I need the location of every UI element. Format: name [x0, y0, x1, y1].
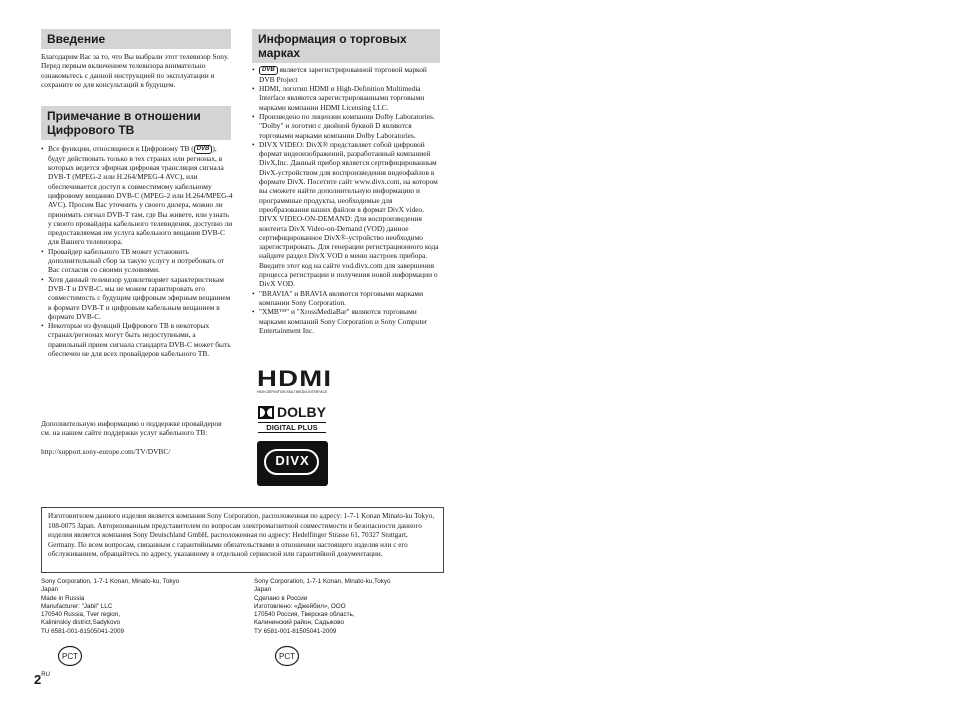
support-text: Дополнительную информацию о поддержке провайдеров см. на нашем сайте поддержки услуг кабельного ТВ:: [41, 419, 222, 438]
list-item: • Все функции, относящиеся к Цифровому ТВ ( DVB ), будут действовать только в тех странах или регионах, в которых ведется эфирная цифровая трансляция сигнала DVB-T (MPEG-2 или H.264/MPEG-4 AVC), или обеспечивается доступ к совместимому кабельному цифровому вещанию DVB-C (MPEG-2 или H.264/MPEG-4 AVC). Просим Вас уточнить у своего дилера, можно ли принимать сигнал DVB-T там, где Вы живете, или узнать у своего провайдера кабельного телевидения, доступно ли предоставляемая им услуга кабельного вещания DVB-C для Вашего телевизора.: [41, 144, 234, 247]
list-item: • "XMB™" и "XrossMediaBar" являются торговыми марками компаний Sony Corporation и Sony Computer Entertainment Inc.: [252, 307, 442, 335]
intro-text: Благодарим Вас за то, что Вы выбрали этот телевизор Sony. Перед первым включением телевизора внимательно ознакомьтесь с данной инструкцией по эксплуатации и сохраните ее для консультаций в будущем.: [41, 52, 230, 89]
pct-certification-icon: [57, 645, 83, 667]
address-ru: Sony Corporation, 1-7-1 Konan, Minato-ku,Tokyo Japan Сделано в России Изготовлено: «Джейбил», ООО 170540 Россия, Тверская область, Калининский район, Садыково ТУ 6581-001-81505041-2009: [254, 578, 391, 635]
page-number: $2^{RU}$: [34, 672, 50, 687]
intro-heading: Введение: [41, 29, 231, 49]
support-url[interactable]: http://support.sony-europe.com/TV/DVBC/: [41, 447, 171, 456]
list-item: • HDMI, логотип HDMI и High-Definition Multimedia Interface являются зарегистрированными торговыми марками компании HDMI Licensing LLC.: [252, 84, 442, 112]
trademark-bullets: [252, 65, 442, 335]
list-item: • Хотя данный телевизор удовлетворяет характеристикам DVB-T и DVB-C, мы не можем гарантировать его совместимость с будущим цифровым эфирным вещанием в формате DVB-T и цифровым кабельным вещанием в формате DVB-C.: [41, 275, 234, 321]
list-item: • DIVX VIDEO: DivX® представляет собой цифровой формат видеоизображений, разработанный компанией DivX,Inc. Данный прибор является сертифицированным DivX-устройством для воспроизведения видеофайлов в формате DivX. Посетите сайт www.divx.com, на котором вы сможете найти дополнительную информацию и программные продукты, необходимые для преобразования ваших файлов в формат DivX video. DIVX VIDEO-ON-DEMAND: Для воспроизведения контента DivX Video-on-Demand (VOD) данное сертифицированное DivX®-устройство необходимо зарегистрировать. Для генерации регистрационного кода найдите раздел DivX VOD в меню настроек прибора. Введите этот код на сайте vod.divx.com для завершения процесса регистрации и получения новой информации о DivX VOD.: [252, 140, 442, 289]
address-en: Sony Corporation, 1-7-1 Konan, Minato-ku, Tokyo Japan Made in Russia Manufacturer: "Jabil" LLC 170540 Russia, Tver region, Kalininskiy district,Sadykovo TU 6581-001-81505041-2009: [41, 578, 180, 635]
page-lang: RU: [41, 672, 50, 678]
dolby-logo: DOLBY DIGITAL PLUS: [258, 405, 328, 432]
divx-logo: DIVX: [257, 441, 328, 486]
svg-text:PCT: PCT: [62, 652, 78, 661]
list-item: • Провайдер кабельного ТВ может установить дополнительный сбор за такую услугу и потребовать от Вас согласия со своими условиями.: [41, 247, 234, 275]
dvb-logo: DVB: [194, 145, 213, 154]
manufacturer-notice: Изготовителем данного изделия является компания Sony Corporation, расположенная по адресу: 1-7-1 Konan Minato-ku Tokyo, 108-0075 Japan. Авторизованным представителем по вопросам электромагнитной совместимости и безопасности данного изделия является компания Sony Deutschland GmbH, расположенная по адресу: Hedelfinger Strasse 61, 70327 Stuttgart, Germany. По всем вопросам, связанным с гарантийными обязательствами в отношении настоящего изделия или с его обслуживанием, обращайтесь по адресу, указанному в отдельной сервисной или гарантийной документации.: [41, 507, 444, 573]
digital-tv-bullets: [41, 144, 234, 358]
list-item: • Некоторые из функций Цифрового ТВ в некоторых странах/регионах могут быть недоступными, а правильный прием сигнала стандарта DVB-C может быть обеспечен не для всех провайдеров кабельного ТВ.: [41, 321, 234, 358]
list-item: • DVB является зарегистрированной торговой маркой DVB Project: [252, 65, 442, 84]
list-item: • "BRAVIA" и BRAVIA являются торговыми марками компании Sony Corporation.: [252, 289, 442, 308]
digital-tv-heading: Примечание в отношении Цифрового ТВ: [41, 106, 231, 140]
svg-text:PCT: PCT: [279, 652, 295, 661]
pct-certification-icon: [274, 645, 300, 667]
trademarks-heading: Информация о торговых марках: [252, 29, 440, 63]
list-item: • Произведено по лицензии компании Dolby Laboratories. "Dolby" и логотип с двойной буквой D являются торговыми марками компании Dolby Laboratories.: [252, 112, 442, 140]
dvb-logo: DVB: [259, 66, 278, 75]
hdmi-logo: HDMI HIGH-DEFINITION MULTIMEDIA INTERFACE: [257, 366, 333, 394]
